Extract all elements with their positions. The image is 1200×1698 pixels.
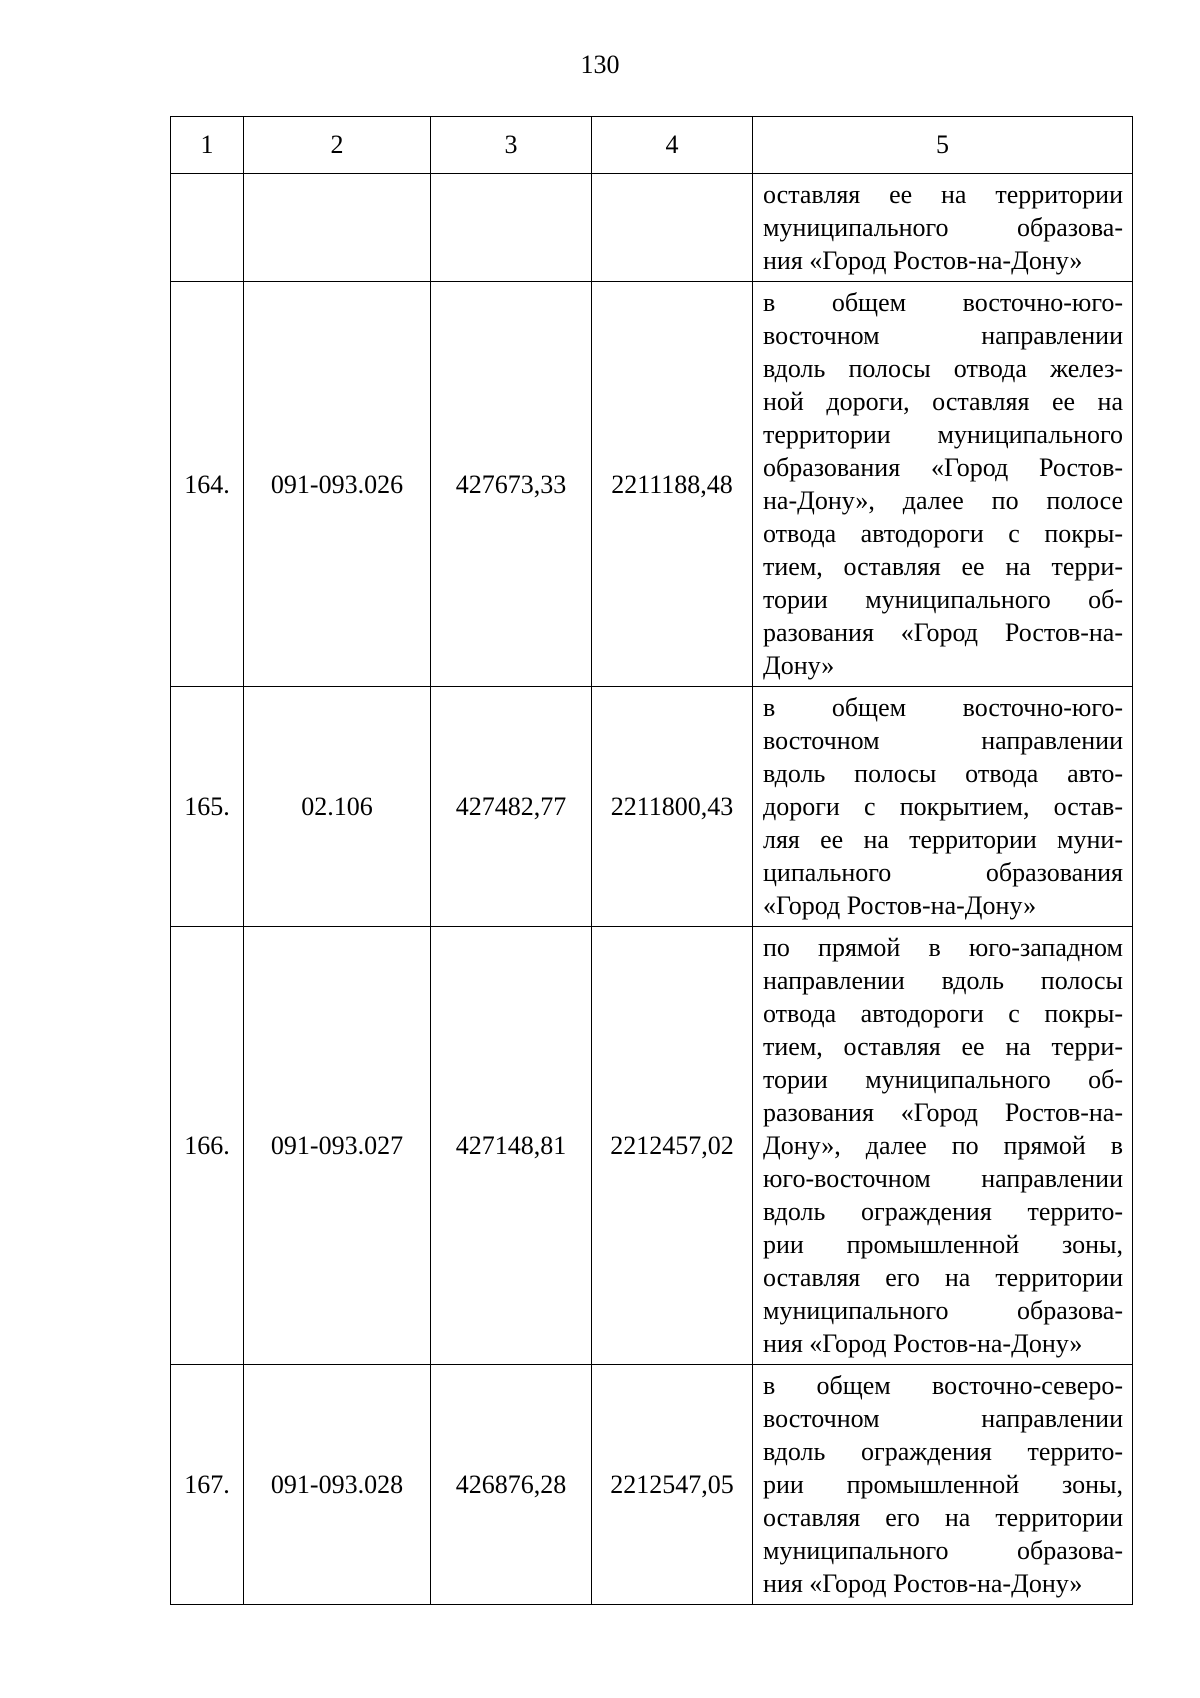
description-line: оставляя его на территории (763, 1263, 1123, 1292)
y-coordinate-cell (592, 174, 753, 282)
page-number: 130 (580, 50, 620, 79)
description-line: восточном направлении (763, 1404, 1123, 1433)
row-number-cell: 166. (171, 927, 244, 1365)
point-id-cell: 091-093.028 (244, 1365, 431, 1605)
description-line: вдоль полосы отвода авто- (763, 759, 1123, 788)
description-line: оставляя его на территории (763, 1503, 1123, 1532)
description-line: вдоль ограждения террито- (763, 1197, 1123, 1226)
description-cell (753, 174, 1133, 282)
description-line: Дону», далее по прямой в (763, 1131, 1123, 1160)
description-line: в общем восточно-юго- (763, 288, 1123, 317)
description-line: ляя ее на территории муни- (763, 825, 1123, 854)
description-line: тории муниципального об- (763, 1065, 1123, 1094)
description-cell (753, 687, 1133, 927)
x-coordinate-cell: 427148,81 (431, 927, 592, 1365)
description-line: в общем восточно-северо- (763, 1371, 1123, 1400)
description-line: юго-восточном направлении (763, 1164, 1123, 1193)
description-line: восточном направлении (763, 726, 1123, 755)
description-line: отвода автодороги с покры- (763, 999, 1123, 1028)
description-line: ципального образования (763, 858, 1123, 887)
row-number-cell: 164. (171, 282, 244, 687)
y-coordinate-cell: 2211188,48 (592, 282, 753, 687)
description-line: муниципального образова- (763, 1536, 1123, 1565)
x-coordinate-cell: 427482,77 (431, 687, 592, 927)
table-row (171, 1365, 1133, 1605)
point-id-cell: 02.106 (244, 687, 431, 927)
description-line: Дону» (763, 651, 835, 680)
x-coordinate-cell (431, 174, 592, 282)
description-line: тием, оставляя ее на терри- (763, 552, 1123, 581)
description-line: рии промышленной зоны, (763, 1230, 1123, 1259)
description-line: отвода автодороги с покры- (763, 519, 1123, 548)
table-header-row (171, 117, 1133, 174)
header-col-4: 4 (592, 117, 753, 174)
table-row (171, 687, 1133, 927)
header-col-1: 1 (171, 117, 244, 174)
point-id-cell (244, 174, 431, 282)
point-id-cell: 091-093.027 (244, 927, 431, 1365)
description-line: разования «Город Ростов-на- (763, 618, 1123, 647)
table-row (171, 927, 1133, 1365)
header-col-2: 2 (244, 117, 431, 174)
description-cell (753, 1365, 1133, 1605)
description-line: ния «Город Ростов-на-Дону» (763, 1329, 1083, 1358)
description-line: образования «Город Ростов- (763, 453, 1123, 482)
row-number-cell (171, 174, 244, 282)
x-coordinate-cell: 427673,33 (431, 282, 592, 687)
y-coordinate-cell: 2211800,43 (592, 687, 753, 927)
description-line: ной дороги, оставляя ее на (763, 387, 1123, 416)
y-coordinate-cell: 2212457,02 (592, 927, 753, 1365)
row-number-cell: 165. (171, 687, 244, 927)
description-line: по прямой в юго-западном (763, 933, 1123, 962)
description-line: оставляя ее на территории (763, 180, 1123, 209)
header-col-5: 5 (753, 117, 1133, 174)
description-cell (753, 927, 1133, 1365)
table-row (171, 282, 1133, 687)
description-line: дороги с покрытием, остав- (763, 792, 1123, 821)
table-row (171, 174, 1133, 282)
boundary-points-table (170, 116, 1133, 1605)
description-line: вдоль ограждения террито- (763, 1437, 1123, 1466)
description-line: ния «Город Ростов-на-Дону» (763, 246, 1083, 275)
description-line: направлении вдоль полосы (763, 966, 1123, 995)
description-line: тории муниципального об- (763, 585, 1123, 614)
row-number-cell: 167. (171, 1365, 244, 1605)
table-body (171, 174, 1133, 1605)
description-cell (753, 282, 1133, 687)
description-line: разования «Город Ростов-на- (763, 1098, 1123, 1127)
header-col-3: 3 (431, 117, 592, 174)
description-line: восточном направлении (763, 321, 1123, 350)
description-line: тием, оставляя ее на терри- (763, 1032, 1123, 1061)
y-coordinate-cell: 2212547,05 (592, 1365, 753, 1605)
description-line: в общем восточно-юго- (763, 693, 1123, 722)
point-id-cell: 091-093.026 (244, 282, 431, 687)
description-line: территории муниципального (763, 420, 1123, 449)
description-line: на-Дону», далее по полосе (763, 486, 1123, 515)
description-line: ния «Город Ростов-на-Дону» (763, 1569, 1083, 1598)
description-line: муниципального образова- (763, 1296, 1123, 1325)
description-line: вдоль полосы отвода желез- (763, 354, 1123, 383)
description-line: рии промышленной зоны, (763, 1470, 1123, 1499)
description-line: «Город Ростов-на-Дону» (763, 891, 1037, 920)
x-coordinate-cell: 426876,28 (431, 1365, 592, 1605)
description-line: муниципального образова- (763, 213, 1123, 242)
